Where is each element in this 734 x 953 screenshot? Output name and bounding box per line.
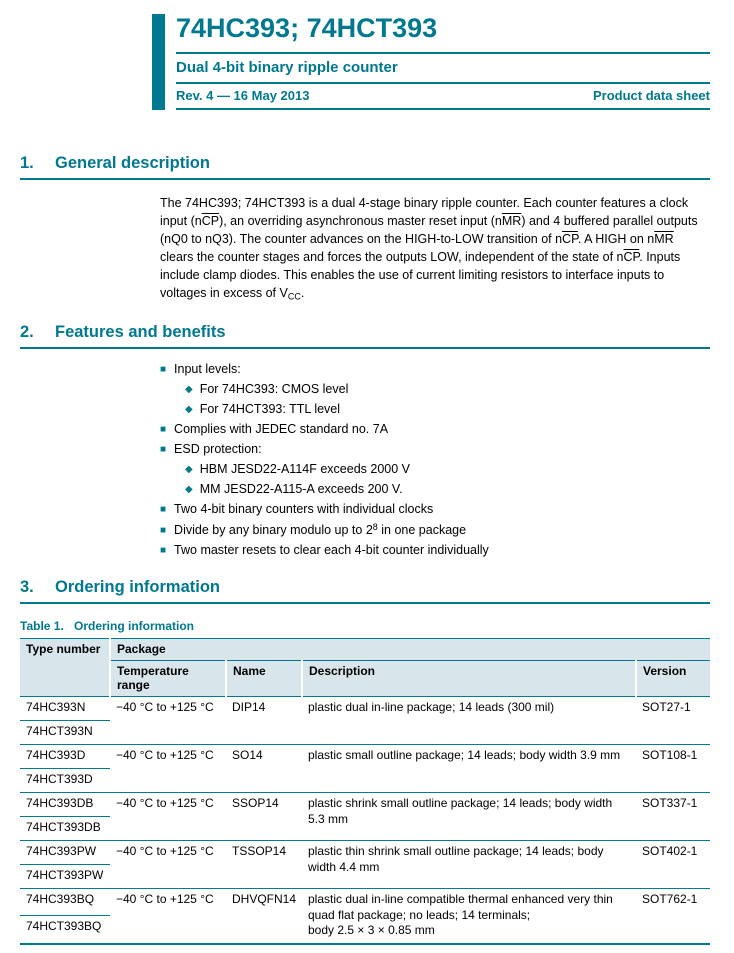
diamond-bullet-icon xyxy=(185,462,200,477)
table-caption-title: Ordering information xyxy=(74,618,194,633)
cell-temperature-range: −40 °C to +125 °C xyxy=(110,744,226,792)
cell-version: SOT762-1 xyxy=(636,888,710,944)
cell-description: plastic dual in-line compatible thermal enhanced very thin quad flat package; no leads; 14 terminals; body 2.5 × 3 × 0.85 mm xyxy=(302,888,636,944)
table-row xyxy=(20,888,710,916)
cell-temperature-range: −40 °C to +125 °C xyxy=(110,696,226,744)
table-caption xyxy=(20,619,710,633)
section-title: General description xyxy=(55,153,210,172)
feature-item xyxy=(160,442,710,457)
table-row xyxy=(20,792,710,816)
square-bullet-icon xyxy=(160,362,174,377)
cell-package-name: SSOP14 xyxy=(226,792,302,840)
section-ordering-information xyxy=(20,578,710,945)
doc-revision: Rev. 4 — 16 May 2013 xyxy=(176,87,310,103)
cell-type-number: 74HCT393BQ xyxy=(26,919,102,934)
table-row xyxy=(20,696,710,720)
cell-package-name: DHVQFN14 xyxy=(226,888,302,944)
feature-label: Input levels: xyxy=(174,361,241,376)
cell-package-name: DIP14 xyxy=(226,696,302,744)
features-list xyxy=(160,362,710,558)
column-header-package: Package xyxy=(110,638,710,660)
feature-label: HBM JESD22-A114F exceeds 2000 V xyxy=(199,461,410,476)
doc-header-content xyxy=(165,14,710,110)
cell-type-number: 74HCT393N xyxy=(26,723,93,738)
section-number: 2. xyxy=(20,322,34,341)
cell-version: SOT108-1 xyxy=(636,744,710,792)
cell-type-number: 74HC393D xyxy=(20,744,110,768)
column-header-type-number: Type number xyxy=(20,638,110,696)
feature-label: Complies with JEDEC standard no. 7A xyxy=(174,421,389,436)
square-bullet-icon xyxy=(160,502,174,517)
cell-type-number: 74HC393PW xyxy=(20,840,110,864)
column-header-version: Version xyxy=(636,660,710,696)
feature-subitem xyxy=(185,382,710,397)
section-number: 3. xyxy=(20,577,34,596)
divider xyxy=(20,347,710,349)
square-bullet-icon xyxy=(160,442,174,457)
cell-type-number: 74HC393DB xyxy=(20,792,110,816)
cell-type-number: 74HC393BQ xyxy=(20,888,110,916)
feature-subitem xyxy=(185,482,710,497)
column-header-temperature-range: Temperature range xyxy=(110,660,226,696)
section-general-description xyxy=(20,154,710,303)
table-subheader-row xyxy=(20,660,710,696)
ordering-table xyxy=(20,638,710,945)
table-row xyxy=(20,840,710,864)
cell-description: plastic dual in-line package; 14 leads (300 mil) xyxy=(302,696,636,744)
feature-label: MM JESD22-A115-A exceeds 200 V. xyxy=(199,481,403,496)
feature-item xyxy=(160,502,710,517)
cell-package-name: TSSOP14 xyxy=(226,840,302,888)
column-header-name: Name xyxy=(226,660,302,696)
feature-label: Two master resets to clear each 4-bit counter individually xyxy=(174,542,489,557)
divider xyxy=(20,178,710,180)
cell-temperature-range: −40 °C to +125 °C xyxy=(110,840,226,888)
table-caption-label: Table 1. xyxy=(20,618,64,633)
section-heading-features-benefits xyxy=(20,323,710,342)
feature-label: For 74HCT393: TTL level xyxy=(199,401,341,416)
cell-package-name: SO14 xyxy=(226,744,302,792)
cell-type-number: 74HC393N xyxy=(20,696,110,720)
feature-label: ESD protection: xyxy=(174,441,262,456)
table-row xyxy=(20,744,710,768)
divider xyxy=(20,602,710,604)
feature-item xyxy=(160,362,710,377)
square-bullet-icon xyxy=(160,422,174,437)
cell-type-number: 74HCT393D xyxy=(26,771,93,786)
feature-subitem xyxy=(185,402,710,417)
cell-temperature-range: −40 °C to +125 °C xyxy=(110,888,226,944)
square-bullet-icon xyxy=(160,523,174,538)
diamond-bullet-icon xyxy=(185,482,200,497)
feature-item xyxy=(160,422,710,437)
cell-description: plastic shrink small outline package; 14 leads; body width 5.3 mm xyxy=(302,792,636,840)
cell-type-number: 74HCT393PW xyxy=(26,867,104,882)
divider xyxy=(176,108,710,110)
section-heading-general-description xyxy=(20,154,710,173)
feature-label: Two 4-bit binary counters with individual clocks xyxy=(174,501,434,516)
doc-subtitle: Dual 4-bit binary ripple counter xyxy=(176,58,398,76)
revision-row xyxy=(176,84,710,108)
feature-item xyxy=(160,522,710,538)
section-title: Features and benefits xyxy=(55,322,226,341)
cell-description: plastic thin shrink small outline package; 14 leads; body width 4.4 mm xyxy=(302,840,636,888)
cell-type-number: 74HCT393DB xyxy=(26,819,101,834)
feature-subitem xyxy=(185,462,710,477)
feature-label: Divide by any binary modulo up to $2^8$ in one package xyxy=(174,521,467,537)
cell-version: SOT402-1 xyxy=(636,840,710,888)
accent-bar xyxy=(152,14,165,110)
cell-version: SOT27-1 xyxy=(636,696,710,744)
cell-version: SOT337-1 xyxy=(636,792,710,840)
doc-title: 74HC393; 74HCT393 xyxy=(176,13,438,43)
doc-type-label: Product data sheet xyxy=(592,87,710,103)
feature-label: For 74HC393: CMOS level xyxy=(199,381,349,396)
section-number: 1. xyxy=(20,153,34,172)
doc-header xyxy=(152,14,710,110)
cell-description: plastic small outline package; 14 leads; body width 3.9 mm xyxy=(302,744,636,792)
section-features-benefits xyxy=(20,323,710,558)
section-heading-ordering-information xyxy=(20,578,710,597)
section-title: Ordering information xyxy=(55,577,220,596)
diamond-bullet-icon xyxy=(185,382,200,397)
square-bullet-icon xyxy=(160,543,174,558)
general-description-paragraph: The 74HC393; 74HCT393 is a dual 4-stage binary ripple counter. Each counter features a clock input $(n\overline{CP})$, an overriding asynchronous master reset input $(n\overline{MR})$ and 4 buffered parallel outputs (nQ0 to nQ3). The counter advances on the HIGH-to-LOW transition of $n\overline{CP}$. A HIGH on $n\overline{MR}$ clears the counter stages and forces the outputs LOW, independent of the state of $n\overline{CP}$. Inputs include clamp diodes. This enables the use of current limiting resistors to interface inputs to voltages in excess of VCC. xyxy=(160,195,698,301)
diamond-bullet-icon xyxy=(185,402,200,417)
cell-temperature-range: −40 °C to +125 °C xyxy=(110,792,226,840)
table-header-row xyxy=(20,638,710,660)
feature-item xyxy=(160,543,710,558)
column-header-description: Description xyxy=(302,660,636,696)
